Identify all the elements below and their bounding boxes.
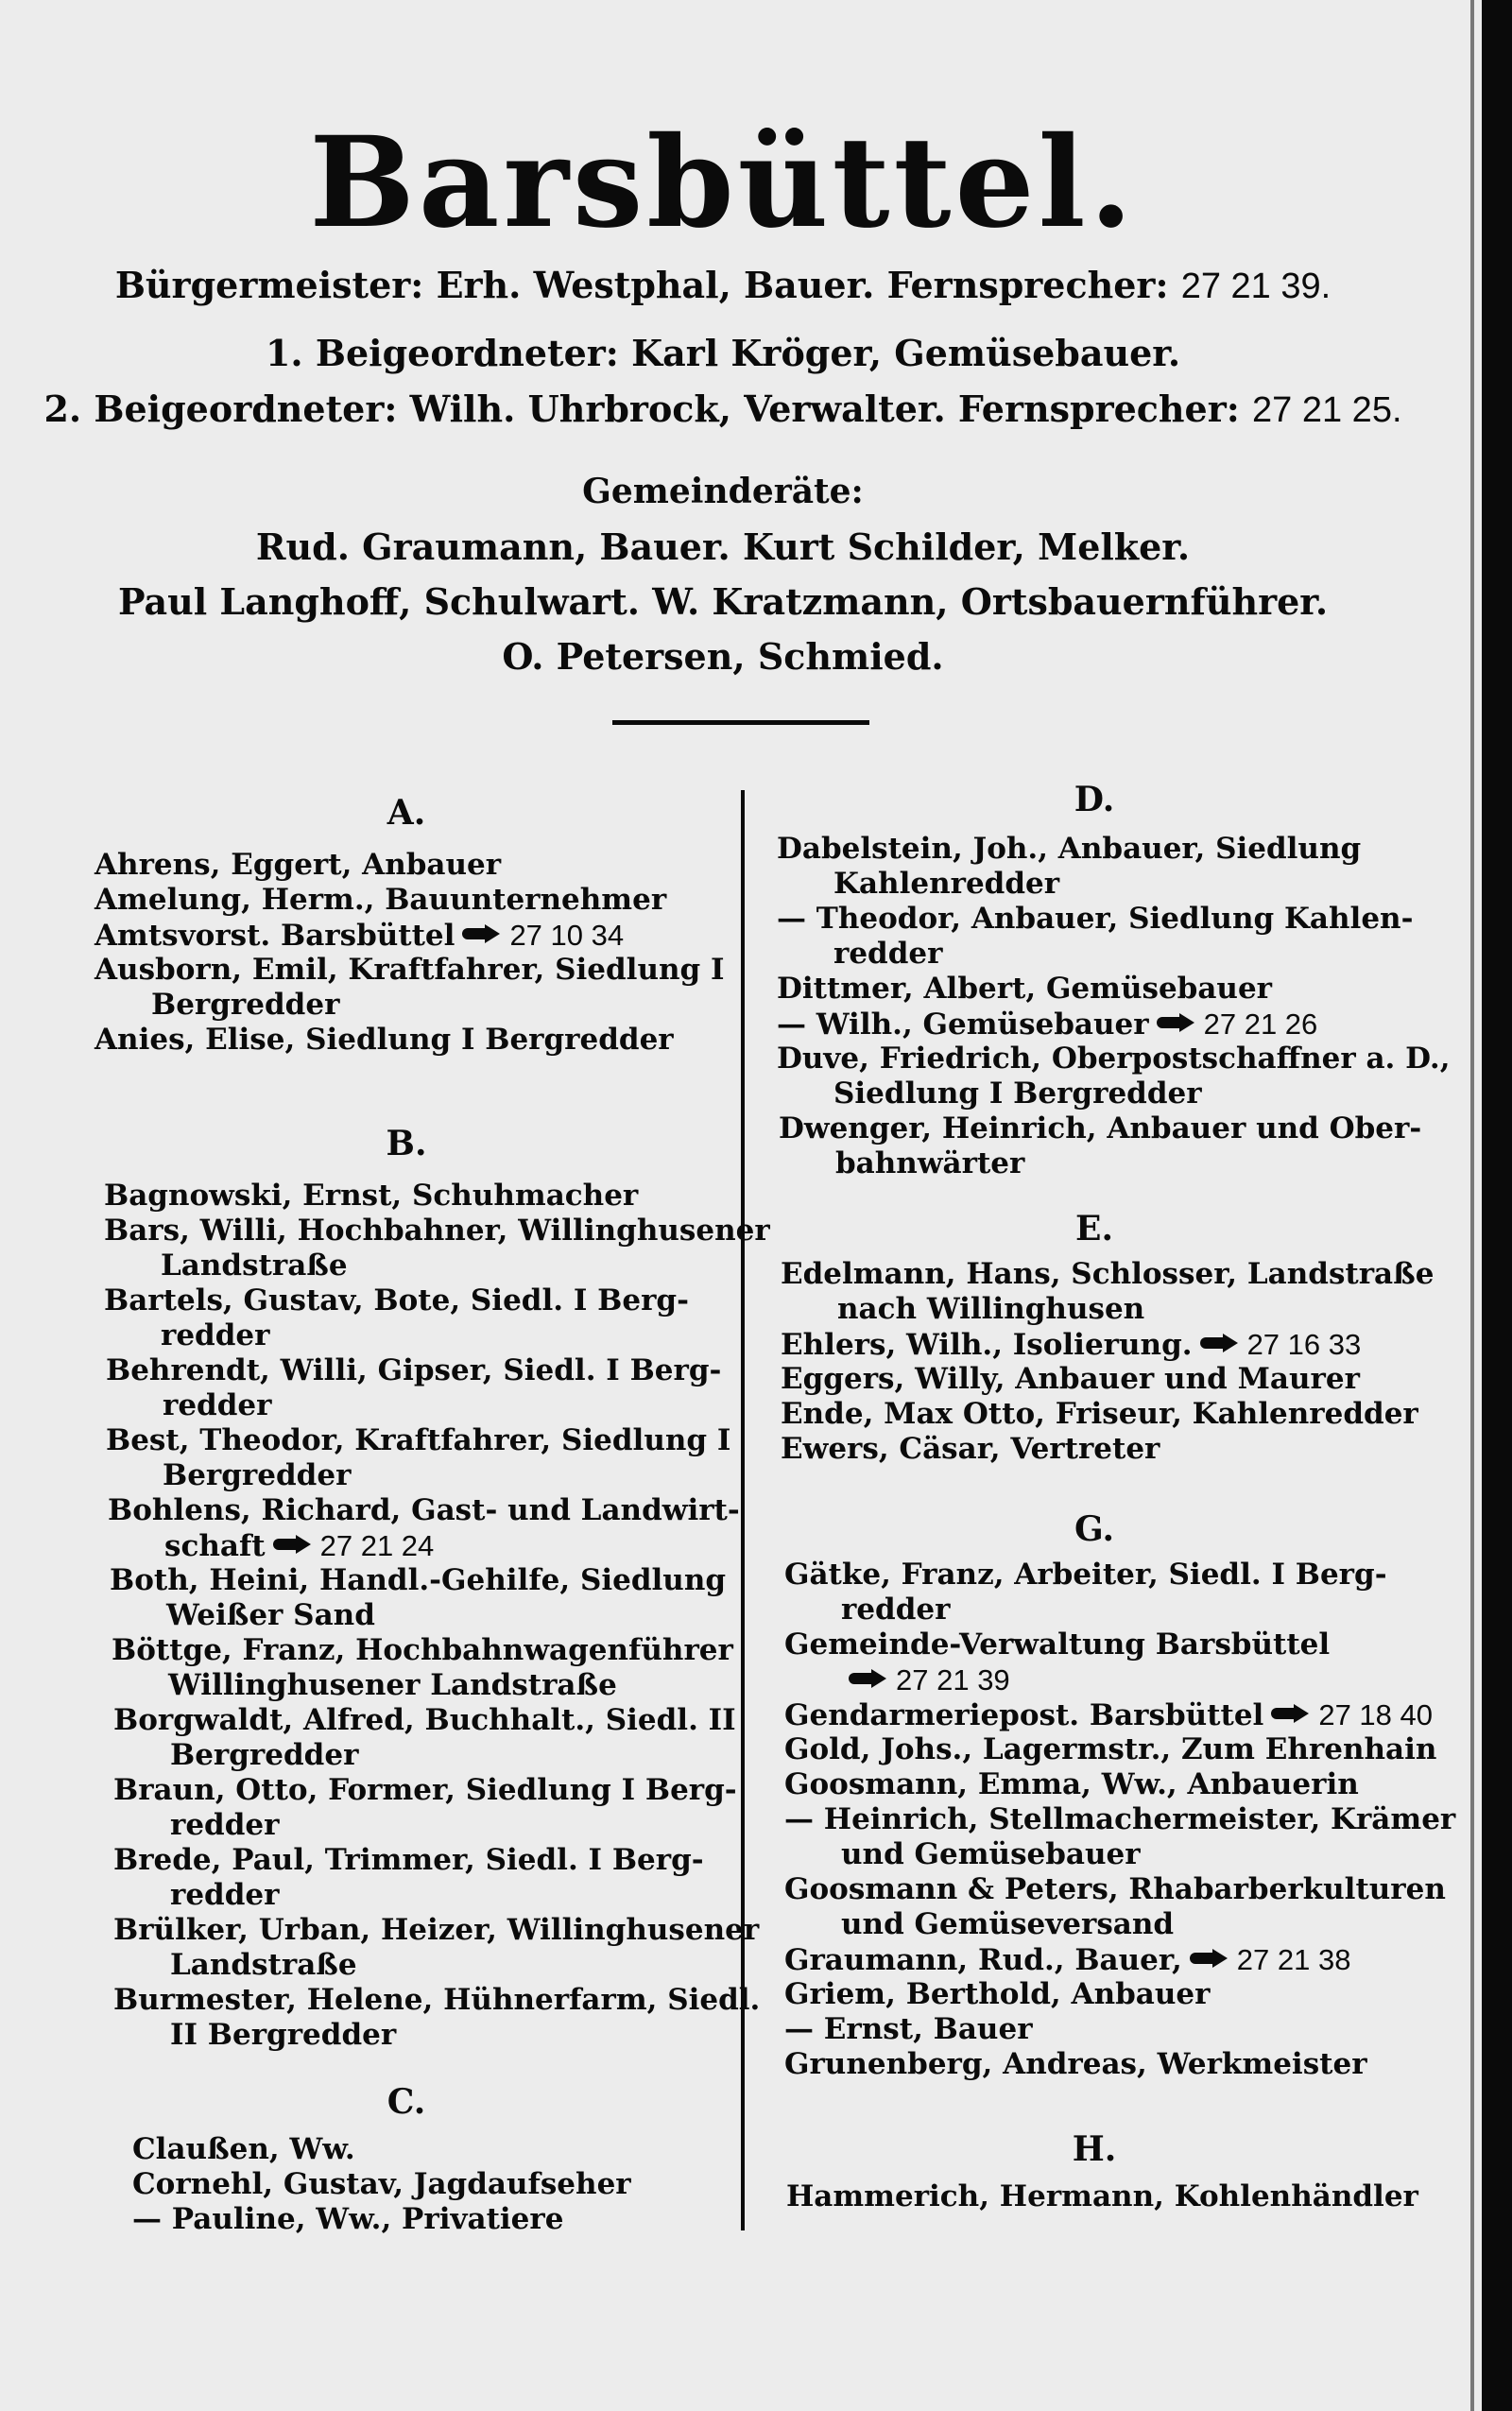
entry-phone: 27 16 33 (1246, 1328, 1362, 1361)
list-item (777, 832, 1361, 902)
list-item (781, 1257, 1434, 1327)
list-item (113, 1773, 737, 1843)
entry-text: Brede, Paul, Trimmer, Siedl. I Berg- (113, 1843, 704, 1877)
entry-text: Böttge, Franz, Hochbahnwagenführer (112, 1633, 733, 1667)
entry-phone: 27 18 40 (1318, 1698, 1433, 1731)
list-item (781, 1327, 1361, 1363)
telephone-hand-icon (1190, 1949, 1228, 1968)
entry-text: Bohlens, Richard, Gast- und Landwirt- (108, 1493, 740, 1527)
entry-phone: 27 21 24 (319, 1529, 435, 1562)
entry-continuation: und Gemüsebauer (841, 1837, 1141, 1871)
list-item (108, 1493, 740, 1564)
entry-text: — Heinrich, Stellmachermeister, Krämer (784, 1802, 1456, 1836)
mayor-phone: 27 21 39. (1180, 267, 1332, 306)
entry-text: Dwenger, Heinrich, Anbauer und Ober- (779, 1111, 1422, 1145)
entry-continuation: Bergredder (170, 1738, 359, 1772)
entry-text: — Theodor, Anbauer, Siedlung Kahlen- (777, 902, 1414, 936)
entry-continuation: Bergredder (163, 1458, 352, 1492)
deputy2-line (0, 387, 1446, 430)
entry-continuation: und Gemüseversand (841, 1907, 1175, 1941)
council-line-3: O. Petersen, Schmied. (502, 635, 944, 678)
list-item (113, 1983, 760, 2053)
entry-continuation: redder (161, 1318, 270, 1352)
list-item: — Ernst, Bauer (784, 2012, 1033, 2046)
entry-continuation: bahnwärter (835, 1146, 1025, 1180)
list-item (113, 1843, 704, 1913)
page-edge-shadow (1470, 0, 1474, 2411)
mayor-text: Bürgermeister: Erh. Westphal, Bauer. Fernsprecher: (114, 264, 1169, 306)
section-letter-b: B. (386, 1124, 427, 1163)
telephone-hand-icon (1200, 1334, 1238, 1352)
entry-text: Both, Heini, Handl.-Gehilfe, Siedlung (110, 1563, 727, 1597)
list-item: Griem, Berthold, Anbauer (784, 1977, 1211, 2011)
entry-continuation: Kahlenredder (833, 867, 1060, 901)
list-item (779, 1111, 1421, 1181)
entry-continuation (784, 1662, 1330, 1698)
list-item (777, 902, 1413, 972)
list-item: Ende, Max Otto, Friseur, Kahlenredder (781, 1397, 1418, 1431)
entry-continuation: II Bergredder (170, 2018, 397, 2052)
entry-text: Borgwaldt, Alfred, Buchhalt., Siedl. II (113, 1703, 736, 1737)
section-letter-h: H. (1072, 2129, 1117, 2169)
list-item: Goosmann, Emma, Ww., Anbauerin (784, 1767, 1359, 1801)
telephone-hand-icon (462, 924, 500, 943)
entry-text: — Wilh., Gemüsebauer (777, 1007, 1149, 1042)
entry-continuation-text: schaft (164, 1529, 266, 1563)
list-item (784, 1872, 1446, 1942)
entry-phone: 27 10 34 (509, 919, 625, 952)
entry-text: Gendarmeriepost. Barsbüttel (784, 1698, 1264, 1732)
list-item (106, 1353, 721, 1423)
entry-text: Ehlers, Wilh., Isolierung. (781, 1328, 1193, 1362)
entry-text: Brülker, Urban, Heizer, Willinghusener (113, 1913, 760, 1947)
list-item (777, 1042, 1451, 1111)
list-item: — Pauline, Ww., Privatiere (132, 2202, 564, 2236)
list-item: Ahrens, Eggert, Anbauer (94, 848, 502, 882)
entry-continuation: redder (163, 1388, 272, 1422)
telephone-hand-icon (1271, 1704, 1309, 1723)
telephone-hand-icon (273, 1535, 311, 1554)
entry-continuation: redder (833, 937, 943, 971)
list-item: Eggers, Willy, Anbauer und Maurer (781, 1362, 1360, 1396)
entry-text: Graumann, Rud., Bauer, (784, 1943, 1182, 1977)
section-letter-g: G. (1074, 1509, 1114, 1549)
list-item: Grunenberg, Andreas, Werkmeister (784, 2047, 1367, 2081)
entry-continuation: nach Willinghusen (837, 1292, 1145, 1326)
entry-text: Goosmann & Peters, Rhabarberkulturen (784, 1872, 1446, 1906)
entry-continuation: Siedlung I Bergredder (833, 1076, 1202, 1111)
telephone-hand-icon (1157, 1013, 1194, 1032)
list-item (113, 1913, 759, 1983)
list-item (112, 1633, 733, 1703)
entry-continuation: Landstraße (170, 1948, 357, 1982)
deputy2-phone: 27 21 25. (1252, 390, 1402, 430)
list-item (784, 1942, 1350, 1978)
entry-continuation: Weißer Sand (166, 1598, 375, 1632)
list-item: Bagnowski, Ernst, Schuhmacher (104, 1179, 639, 1213)
list-item (113, 1703, 736, 1773)
list-item (94, 953, 725, 1023)
entry-phone: 27 21 26 (1203, 1007, 1318, 1041)
list-item (784, 1697, 1433, 1733)
entry-text: Dabelstein, Joh., Anbauer, Siedlung (777, 832, 1362, 866)
section-letter-d: D. (1074, 780, 1115, 819)
list-item: Anies, Elise, Siedlung I Bergredder (94, 1023, 674, 1057)
list-item (106, 1423, 730, 1493)
entry-continuation (108, 1528, 740, 1564)
list-item (777, 1007, 1317, 1042)
telephone-hand-icon (849, 1669, 886, 1688)
entry-text: Duve, Friedrich, Oberpostschaffner a. D., (777, 1042, 1451, 1076)
list-item: Hammerich, Hermann, Kohlenhändler (786, 2179, 1418, 2213)
list-item (104, 1214, 770, 1283)
entry-text: Edelmann, Hans, Schlosser, Landstraße (781, 1257, 1435, 1291)
entry-continuation: redder (170, 1878, 280, 1912)
entry-text: Amtsvorst. Barsbüttel (94, 919, 455, 953)
list-item (784, 1627, 1330, 1698)
mayor-line (0, 264, 1446, 306)
page-title: Barsbüttel. (309, 110, 1137, 256)
list-item (110, 1563, 726, 1633)
entry-continuation: Bergredder (151, 988, 340, 1022)
entry-text: Gätke, Franz, Arbeiter, Siedl. I Berg- (784, 1558, 1387, 1592)
entry-text: Bars, Willi, Hochbahner, Willinghusener (104, 1214, 770, 1248)
list-item (784, 1802, 1455, 1872)
entry-phone: 27 21 39 (896, 1663, 1010, 1696)
entry-continuation: redder (841, 1593, 951, 1627)
list-item: Claußen, Ww. (132, 2132, 355, 2166)
entry-text: Ausborn, Emil, Kraftfahrer, Siedlung I (94, 953, 725, 987)
list-item (784, 1558, 1387, 1627)
entry-phone: 27 21 38 (1236, 1943, 1351, 1976)
entry-continuation: redder (170, 1808, 280, 1842)
list-item: Amelung, Herm., Bauunternehmer (94, 883, 667, 917)
deputy1-line: 1. Beigeordneter: Karl Kröger, Gemüsebauer. (265, 332, 1181, 374)
council-heading: Gemeinderäte: (582, 472, 864, 511)
section-letter-e: E. (1075, 1209, 1113, 1249)
page-edge-bar (1482, 0, 1512, 2411)
list-item: Dittmer, Albert, Gemüsebauer (777, 972, 1273, 1006)
list-item: Cornehl, Gustav, Jagdaufseher (132, 2167, 631, 2201)
section-letter-a: A. (387, 793, 426, 833)
section-letter-c: C. (387, 2082, 426, 2122)
entry-text: Braun, Otto, Former, Siedlung I Berg- (113, 1773, 737, 1807)
council-line-2: Paul Langhoff, Schulwart. W. Kratzmann, Ortsbauernführer. (117, 580, 1329, 623)
entry-text: Bartels, Gustav, Bote, Siedl. I Berg- (104, 1283, 689, 1317)
entry-text: Gemeinde-Verwaltung Barsbüttel (784, 1627, 1331, 1662)
entry-text: Behrendt, Willi, Gipser, Siedl. I Berg- (106, 1353, 722, 1387)
list-item: Gold, Johs., Lagermstr., Zum Ehrenhain (784, 1732, 1437, 1766)
council-line-1: Rud. Graumann, Bauer. Kurt Schilder, Melker. (255, 525, 1191, 568)
list-item: Ewers, Cäsar, Vertreter (781, 1432, 1160, 1466)
list-item (94, 918, 624, 954)
list-item (104, 1283, 689, 1353)
header-divider (612, 720, 869, 725)
entry-continuation: Willinghusener Landstraße (168, 1668, 617, 1702)
entry-text: Best, Theodor, Kraftfahrer, Siedlung I (106, 1423, 731, 1457)
deputy2-text: 2. Beigeordneter: Wilh. Uhrbrock, Verwalter. Fernsprecher: (43, 387, 1240, 430)
entry-text: Burmester, Helene, Hühnerfarm, Siedl. (113, 1983, 761, 2017)
entry-continuation: Landstraße (161, 1249, 348, 1283)
